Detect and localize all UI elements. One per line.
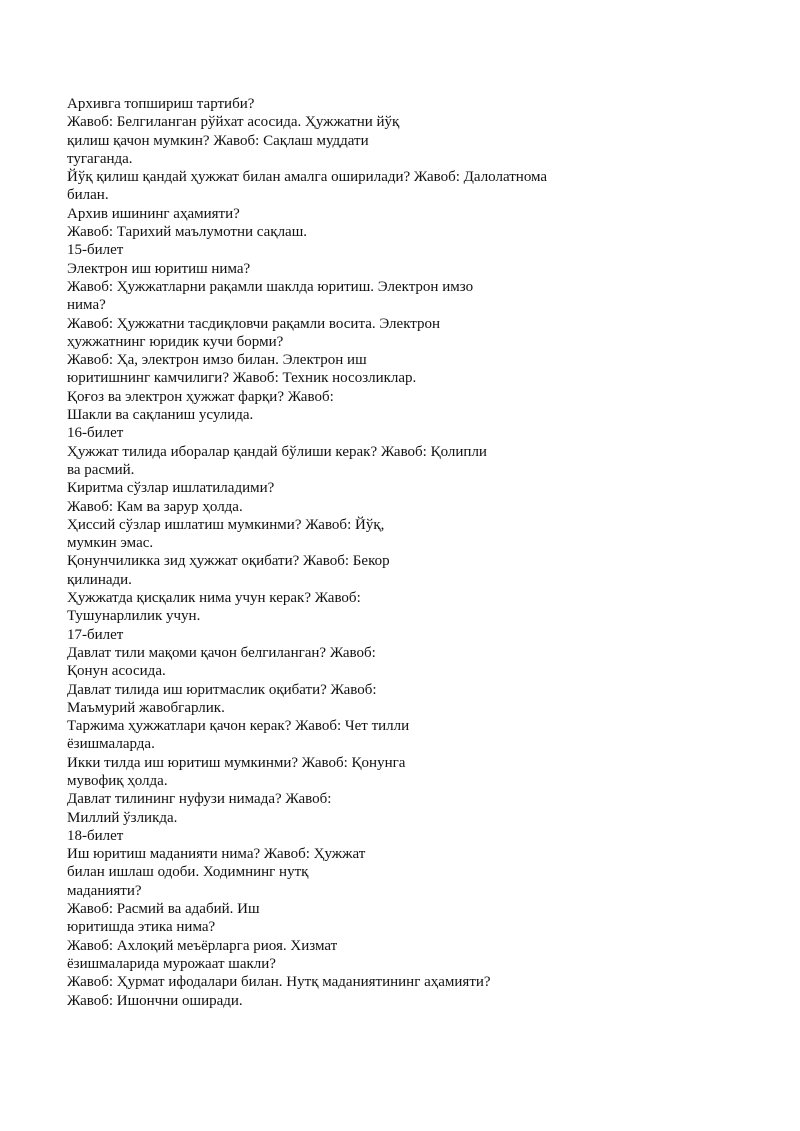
text-line: Жавоб: Ҳужжатни тасдиқловчи рақамли восита. Электрон (67, 315, 441, 332)
text-line: Архивга топшириш тартиби? (67, 96, 255, 112)
text-line: Жавоб: Ишончни оширади. (67, 992, 243, 1009)
text-line: 17-билет (67, 626, 124, 643)
text-line: 18-билет (67, 827, 124, 844)
text-line: 15-билет (67, 242, 124, 259)
text-line: Қонун асосида. (67, 663, 166, 680)
text-line: Ҳужжат тилида иборалар қандай бўлиши керак? Жавоб: Қолипли (67, 443, 487, 460)
text-line: Давлат тили мақоми қачон белгиланган? Жавоб: (67, 644, 376, 661)
text-line: Электрон иш юритиш нима? (67, 260, 251, 277)
text-line: Жавоб: Белгиланган рўйхат асосида. Ҳужжатни йўқ (67, 114, 400, 131)
text-line: билан ишлаш одоби. Ходимнинг нутқ (67, 864, 309, 881)
text-line: Ҳужжатда қисқалик нима учун керак? Жавоб: (67, 590, 361, 607)
text-line: Жавоб: Ҳа, электрон имзо билан. Электрон иш (67, 352, 367, 369)
document-text (67, 95, 767, 1010)
text-line: Маъмурий жавобгарлик. (67, 699, 225, 716)
text-line: тугаганда. (67, 150, 133, 167)
text-line: Жавоб: Ахлоқий меъёрларга риоя. Хизмат (67, 937, 338, 954)
text-line: Киритма сўзлар ишлатиладими? (67, 480, 275, 497)
text-line: ҳужжатнинг юридик кучи борми? (67, 333, 284, 350)
text-line: мувофиқ ҳолда. (67, 772, 168, 789)
text-line: Йўқ қилиш қандай ҳужжат билан амалга оширилади? Жавоб: Далолатнома (67, 169, 548, 186)
text-line: мумкин эмас. (67, 535, 154, 552)
text-line: юритишда этика нима? (67, 919, 216, 936)
text-line: ва расмий. (67, 461, 135, 478)
text-line: Жавоб: Ҳурмат ифодалари билан. Нутқ маданиятининг аҳамияти? (67, 974, 491, 991)
text-line: билан. (67, 187, 109, 204)
text-line: Жавоб: Расмий ва адабий. Иш (67, 901, 260, 918)
text-line: Жавоб: Ҳужжатларни рақамли шаклда юритиш. Электрон имзо (67, 278, 474, 295)
text-line: Таржима ҳужжатлари қачон керак? Жавоб: Чет тилли (67, 718, 410, 735)
text-line: қилиш қачон мумкин? Жавоб: Сақлаш муддати (67, 132, 369, 149)
text-line: Иш юритиш маданияти нима? Жавоб: Ҳужжат (67, 846, 366, 863)
text-line: Ҳиссий сўзлар ишлатиш мумкинми? Жавоб: Йўқ, (67, 516, 385, 533)
text-line: ёзишмаларида мурожаат шакли? (67, 955, 276, 972)
text-line: Қонунчиликка зид ҳужжат оқибати? Жавоб: Бекор (67, 553, 390, 570)
text-line: қилинади. (67, 571, 132, 588)
text-line: Жавоб: Тарихий маълумотни сақлаш. (67, 224, 308, 241)
text-line: Жавоб: Кам ва зарур ҳолда. (67, 498, 243, 515)
text-line: Шакли ва сақланиш усулида. (67, 407, 254, 424)
text-line: Давлат тилининг нуфузи нимада? Жавоб: (67, 791, 332, 808)
text-line: Қоғоз ва электрон ҳужжат фарқи? Жавоб: (67, 388, 334, 405)
text-line: юритишнинг камчилиги? Жавоб: Техник носозликлар. (67, 370, 417, 387)
text-line: Тушунарлилик учун. (67, 608, 201, 625)
text-line: Давлат тилида иш юритмаслик оқибати? Жавоб: (67, 681, 377, 698)
text-line: Икки тилда иш юритиш мумкинми? Жавоб: Қонунга (67, 754, 406, 771)
text-line: Миллий ўзликда. (67, 809, 178, 826)
text-line: нима? (67, 297, 106, 314)
text-line: Архив ишининг аҳамияти? (67, 205, 240, 222)
text-line: ёзишмаларда. (67, 736, 155, 753)
text-line: 16-билет (67, 425, 124, 442)
text-line: маданияти? (67, 882, 142, 899)
